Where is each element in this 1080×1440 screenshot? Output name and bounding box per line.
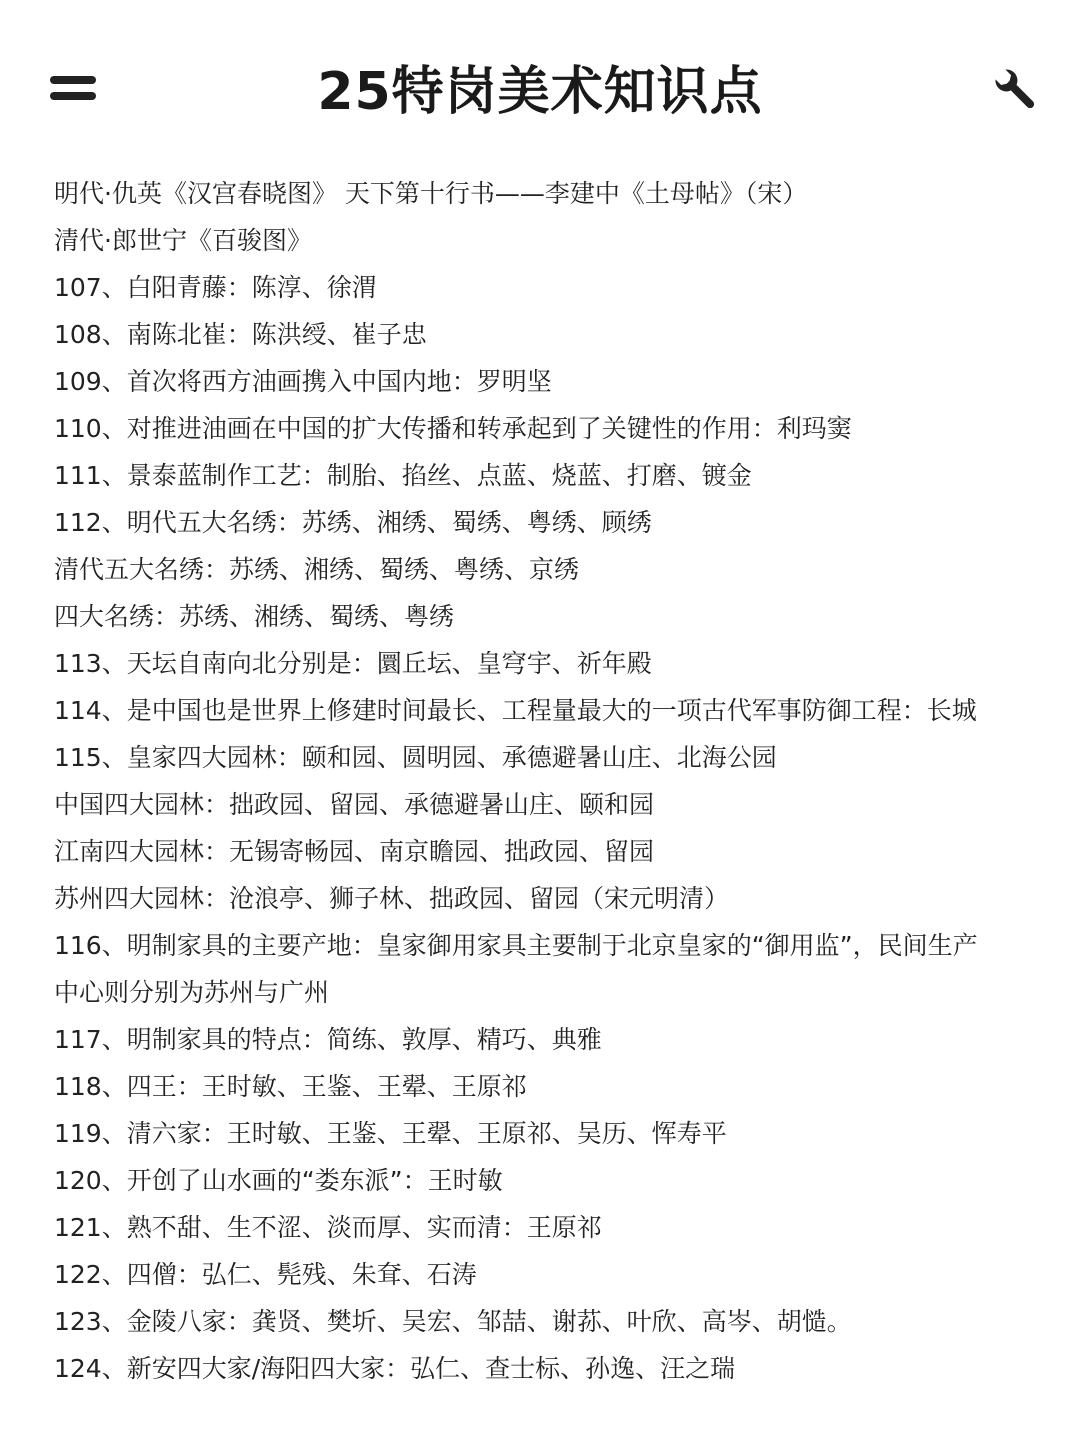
list-item: 119、清六家：王时敏、王鉴、王翚、王原祁、吴历、恽寿平 bbox=[54, 1119, 727, 1148]
list-item: 114、是中国也是世界上修建时间最长、工程量最大的一项古代军事防御工程：长城 bbox=[54, 696, 977, 725]
list-item: 121、熟不甜、生不涩、淡而厚、实而清：王原祁 bbox=[54, 1213, 602, 1242]
list-item: 117、明制家具的特点：简练、敦厚、精巧、典雅 bbox=[54, 1025, 602, 1054]
list-item: 清代五大名绣：苏绣、湘绣、蜀绣、粤绣、京绣 bbox=[54, 555, 580, 584]
list-item: 苏州四大园林：沧浪亭、狮子林、拙政园、留园（宋元明清） bbox=[54, 884, 730, 913]
list-item: 110、对推进油画在中国的扩大传播和转承起到了关键性的作用：利玛窦 bbox=[54, 414, 852, 443]
knowledge-list bbox=[54, 170, 1034, 1392]
list-item: 107、白阳青藤：陈淳、徐渭 bbox=[54, 273, 377, 302]
list-item: 112、明代五大名绣：苏绣、湘绣、蜀绣、粤绣、顾绣 bbox=[54, 508, 652, 537]
list-item: 清代·郎世宁《百骏图》 bbox=[54, 226, 312, 255]
menu-icon[interactable] bbox=[50, 76, 96, 102]
list-item: 115、皇家四大园林：颐和园、圆明园、承德避暑山庄、北海公园 bbox=[54, 743, 777, 772]
list-item: 120、开创了山水画的“娄东派”：王时敏 bbox=[54, 1166, 503, 1195]
list-item: 113、天坛自南向北分别是：圜丘坛、皇穹宇、祈年殿 bbox=[54, 649, 652, 678]
list-item: 122、四僧：弘仁、髡残、朱耷、石涛 bbox=[54, 1260, 477, 1289]
list-item: 109、首次将西方油画携入中国内地：罗明坚 bbox=[54, 367, 552, 396]
list-item: 江南四大园林：无锡寄畅园、南京瞻园、拙政园、留园 bbox=[54, 837, 655, 866]
wrench-icon[interactable] bbox=[992, 66, 1040, 114]
list-item: 108、南陈北崔：陈洪绶、崔子忠 bbox=[54, 320, 427, 349]
header-bar bbox=[0, 0, 1080, 180]
page-title: 25特岗美术知识点 bbox=[317, 62, 763, 122]
list-item: 中心则分别为苏州与广州 bbox=[54, 978, 330, 1007]
list-item: 中国四大园林：拙政园、留园、承德避暑山庄、颐和园 bbox=[54, 790, 655, 819]
list-item: 116、明制家具的主要产地：皇家御用家具主要制于北京皇家的“御用监”，民间生产 bbox=[54, 931, 978, 960]
list-item: 124、新安四大家/海阳四大家：弘仁、查士标、孙逸、汪之瑞 bbox=[54, 1354, 736, 1383]
list-item: 118、四王：王时敏、王鉴、王翚、王原祁 bbox=[54, 1072, 527, 1101]
list-item: 四大名绣：苏绣、湘绣、蜀绣、粤绣 bbox=[54, 602, 455, 631]
list-item: 明代·仇英《汉宫春晓图》 天下第十行书——李建中《土母帖》（宋） bbox=[54, 179, 808, 208]
list-item: 111、景泰蓝制作工艺：制胎、掐丝、点蓝、烧蓝、打磨、镀金 bbox=[54, 461, 752, 490]
list-item: 123、金陵八家：龚贤、樊圻、吴宏、邹喆、谢荪、叶欣、高岑、胡慥。 bbox=[54, 1307, 852, 1336]
